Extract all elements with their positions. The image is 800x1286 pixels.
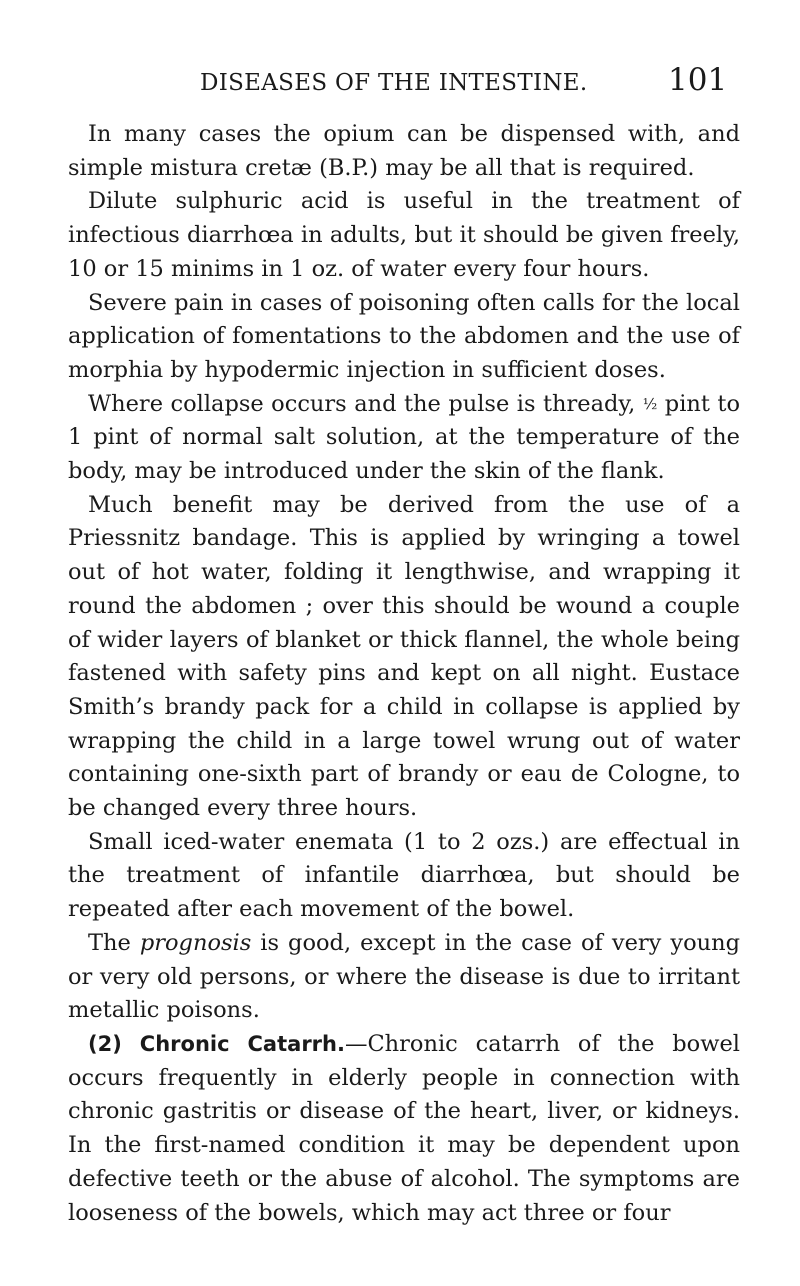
chronic-catarrh-text: —Chronic catarrh of the bowel occurs frequently in elderly people in connection with chronic gastritis or disease of the heart, liver, or kidneys. In the first-named condition it may be dependent upon defective teeth or the abuse of alcohol. The symptoms are looseness of the bowels, which may act three or four [68,1030,740,1226]
page-number: 101 [668,62,728,98]
fraction-half: ½ [642,394,658,413]
paragraph-chronic-catarrh [68,1028,740,1230]
paragraph-priessnitz-bandage: Much benefit may be derived from the use of a Priessnitz bandage. This is applied by wringing a towel out of hot water, folding it lengthwise, and wrapping it round the abdomen ; over this should be wound a couple of wider layers of blanket or thick flannel, the whole being fastened with safety pins and kept on all night. Eustace Smith’s brandy pack for a child in collapse is applied by wrapping the child in a large towel wrung out of water containing one-sixth part of brandy or eau de Cologne, to be changed every three hours. [68,491,740,822]
paragraph-prognosis [68,927,740,1028]
body-text [68,118,740,1230]
paragraph-sulphuric-acid: Dilute sulphuric acid is useful in the treatment of infectious diarrhœa in adults, but it should be given freely, 10 or 15 minims in 1 oz. of water every four hours. [68,188,740,282]
paragraph-collapse [68,388,740,489]
collapse-text-start: Where collapse occurs and the pulse is thready, [88,390,643,417]
paragraph-severe-pain: Severe pain in cases of poisoning often calls for the local application of fomentations to the abdomen and the use of morphia by hypodermic injection in sufficient doses. [68,289,740,383]
paragraph-opium: In many cases the opium can be dispensed with, and simple mistura cretæ (B.P.) may be all that is required. [68,121,740,181]
running-head-title: DISEASES OF THE INTESTINE. [200,70,588,96]
collapse-text-end: pint to 1 pint of normal salt solution, at the temperature of the body, may be introduced under the skin of the flank. [68,390,740,485]
section-heading-chronic-catarrh: (2) Chronic Catarrh. [88,1031,345,1056]
paragraph-enemata: Small iced-water enemata (1 to 2 ozs.) are effectual in the treatment of infantile diarrhœa, but should be repeated after each movement of the bowel. [68,828,740,923]
prognosis-term: prognosis [139,929,252,956]
prognosis-text-end: is good, except in the case of very young or very old persons, or where the disease is due to irritant metallic poisons. [68,929,741,1024]
prognosis-text-start: The [88,929,140,956]
